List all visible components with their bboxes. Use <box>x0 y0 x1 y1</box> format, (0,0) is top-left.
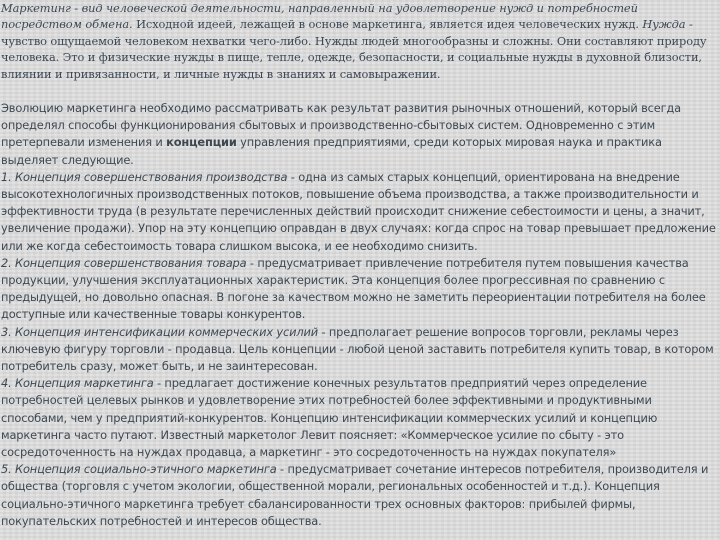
need-term: Нужда <box>642 17 686 32</box>
evolution-text-1: Эволюцию маркетинга необходимо рассматривать как результат развития рыночных отношений, который всегда определял способы функционирования сбытовых и производственно-сбытовых систем. Одновременно с этим претерпевали изменения и <box>1 101 681 150</box>
concepts-bold-word: концепции <box>166 135 237 150</box>
concept-item-5 <box>1 461 717 530</box>
concept-title: 2. Концепция совершенствования товара <box>1 255 247 270</box>
concept-title: 4. Концепция маркетинга <box>1 376 154 391</box>
concept-text: - одна из самых старых концепций, ориентирована на внедрение высокотехнологичных производственных потоков, повышение объема производства, а также производительности и эффективности труда (в результате перечисленных действий происходит снижение себестоимости и цены, а значит, увеличение продажи). Упор на эту концепцию оправдан в двух случаях: когда спрос на товар превышает предложение или же когда себестоимость товара слишком высока, и ее необходимо снизить. <box>1 169 716 253</box>
marketing-definition: Маркетинг - вид человеческой деятельности, направленный на удовлетворение нужд и потребностей посредством обмена. <box>1 1 638 32</box>
concept-item-2 <box>1 255 717 324</box>
concepts-body <box>1 100 717 530</box>
concept-text: - предусматривает сочетание интересов потребителя, производителя и общества (торговля с учетом экологии, общественной морали, региональных особенностей и т.д.). Концепция социально-этичного маркетинга требует сбалансированности трех основных факторов: прибылей фирмы, покупательских потребностей и интересов общества. <box>1 462 709 528</box>
intro-text-1: Исходной идеей, лежащей в основе маркетинга, является идея человеческих нужд. <box>132 17 643 32</box>
concept-title: 1. Концепция совершенствования производства <box>1 169 288 184</box>
evolution-text-2: управления предприятиями, среди которых мировая наука и практика выделяет следующие. <box>1 135 662 167</box>
concept-text: - предлагает достижение конечных результатов предприятий через определение потребностей целевых рынков и удовлетворение этих потребностей более эффективными и продуктивными способами, чем у предприятий-конкурентов. Концепцию интенсификации коммерческих усилий и концепцию маркетинга часто путают. Известный маркетолог Левит поясняет: «Коммерческое усилие по сбыту - это сосредоточенность на нуждах продавца, а маркетинг - это сосредоточенность на нуждах покупателя» <box>1 376 658 460</box>
concept-title: 3. Концепция интенсификации коммерческих усилий <box>1 324 318 339</box>
concept-item-4 <box>1 375 717 461</box>
concept-text: - предусматривает привлечение потребителя путем повышения качества продукции, улучшения эксплуатационных характеристик. Эта концепция более прогрессивная по сравнению с предыдущей, но довольно опасная. В погоне за качеством можно не заметить переориентации потребителя на более доступные или качественные товары конкурентов. <box>1 255 706 322</box>
intro-paragraph <box>1 0 719 82</box>
concept-item-1 <box>1 169 717 255</box>
intro-text-2: - чувство ощущаемой человеком нехватки чего-либо. Нужды людей многообразны и сложны. Они составляют природу человека. Это и физические нужды в пище, тепле, одежде, безопасности, и социальные нужды в духовной близости, влиянии и привязанности, и личные нужды в знаниях и самовыражении. <box>1 17 707 81</box>
concept-title: 5. Концепция социально-этичного маркетинга <box>1 462 277 477</box>
concept-item-3 <box>1 324 717 376</box>
evolution-paragraph <box>1 100 717 169</box>
concept-text: - предполагает решение вопросов торговли, рекламы через ключевую фигуру торговли - продавца. Цель концепции - любой ценой заставить потребителя купить товар, в котором потребитель сразу, может быть, и не заинтересован. <box>1 324 714 374</box>
